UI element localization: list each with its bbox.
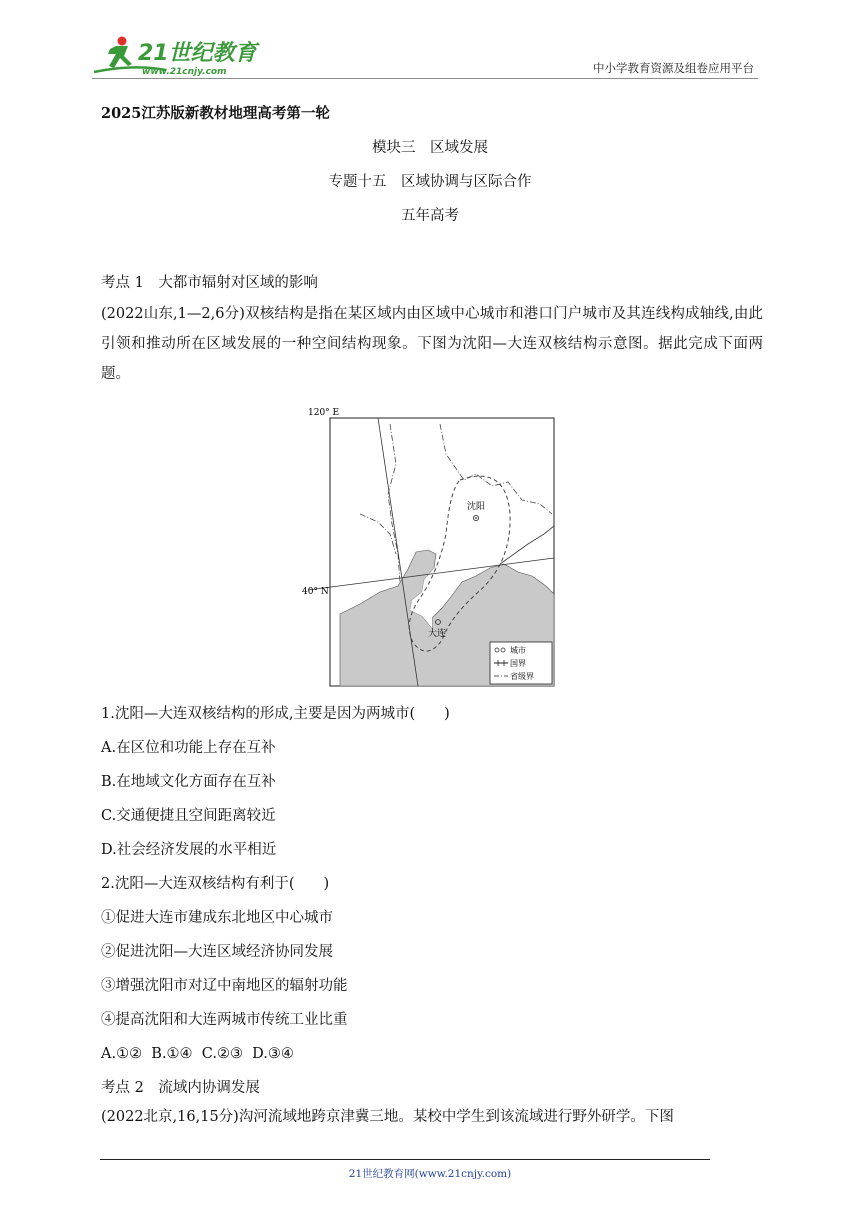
topic-title: 专题十五 区域协调与区际合作 — [328, 174, 532, 190]
page-header — [92, 32, 762, 78]
module-title: 模块三 区域发展 — [372, 140, 488, 156]
header-divider — [92, 78, 758, 79]
question-1: 1.沈阳—大连双核结构的形成,主要是因为两城市( ) — [101, 706, 450, 722]
q1-option-d: D.社会经济发展的水平相近 — [101, 842, 277, 858]
q2-item-3: ③增强沈阳市对辽中南地区的辐射功能 — [101, 978, 348, 994]
point1-heading: 考点 1 大都市辐射对区域的影响 — [101, 275, 318, 291]
q2-item-1: ①促进大连市建成东北地区中心城市 — [101, 910, 333, 926]
q2-item-4: ④提高沈阳和大连两城市传统工业比重 — [101, 1012, 348, 1028]
q1-option-c: C.交通便捷且空间距离较近 — [101, 808, 276, 824]
document-title: 2025江苏版新教材地理高考第一轮 — [101, 105, 330, 122]
legend-city: 城市 — [510, 646, 526, 655]
footer-divider — [100, 1159, 710, 1160]
q2-item-2: ②促进沈阳—大连区域经济协同发展 — [101, 944, 333, 960]
longitude-label: 120° E — [308, 408, 340, 418]
q2-options: A.①② B.①④ C.②③ D.③④ — [101, 1046, 294, 1062]
logo-text: 21世纪教育 — [138, 41, 257, 66]
q1-option-b: B.在地域文化方面存在互补 — [101, 774, 276, 790]
question-2: 2.沈阳—大连双核结构有利于( ) — [101, 876, 330, 892]
city-shenyang: 沈阳 — [467, 502, 486, 512]
point1-passage: (2022山东,1—2,6分)双核结构是指在某区域内由区域中心城市和港口门户城市及其连线构成轴线,由此引领和推动所在区域发展的一种空间结构现象。下图为沈阳—大连双核结构示意图。据此完成下面两题。 — [101, 306, 763, 382]
legend-provincial-border: 省级界 — [510, 672, 534, 681]
point2-heading: 考点 2 流域内协调发展 — [101, 1080, 260, 1096]
logo-21cnjy — [92, 34, 262, 78]
legend-national-border: 国界 — [510, 659, 526, 668]
header-platform-text: 中小学教育资源及组卷应用平台 — [593, 61, 754, 75]
logo-url: www.21cnjy.com — [142, 67, 227, 77]
latitude-label: 40° N — [302, 587, 329, 597]
city-dalian: 大连 — [428, 629, 447, 639]
shenyang-dalian-map — [300, 404, 562, 688]
section-title: 五年高考 — [401, 208, 459, 224]
q1-option-a: A.在区位和功能上存在互补 — [101, 740, 276, 756]
footer-text: 21世纪教育网(www.21cnjy.com) — [348, 1168, 512, 1180]
point2-passage: (2022北京,16,15分)沟河流域地跨京津冀三地。某校中学生到该流域进行野外研学。下图 — [101, 1109, 674, 1125]
